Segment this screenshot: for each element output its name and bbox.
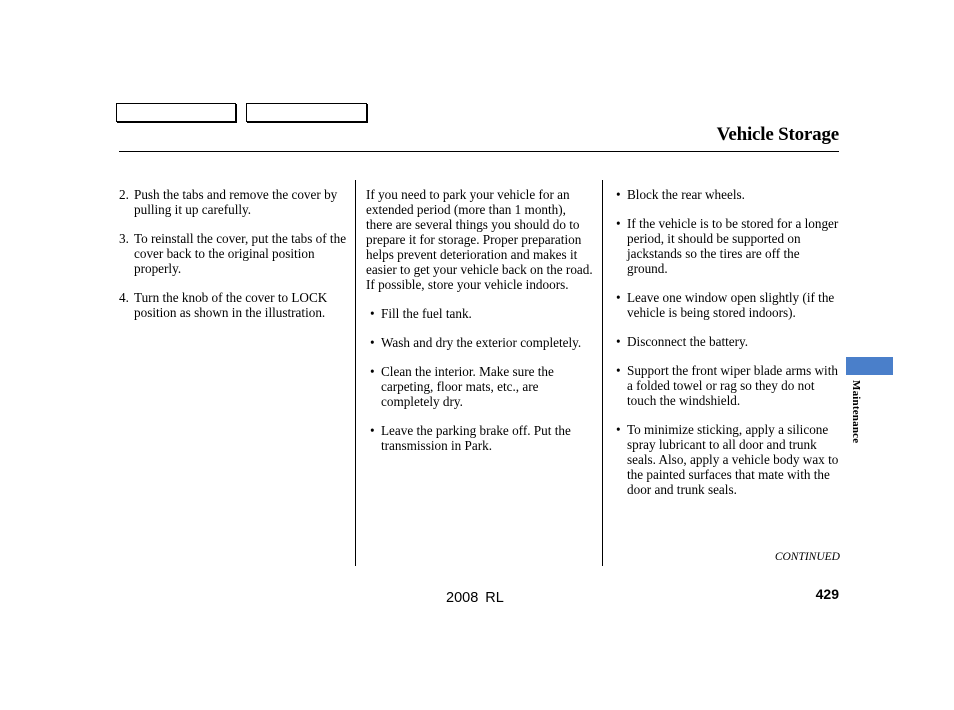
- page-title: Vehicle Storage: [716, 124, 839, 145]
- step-number: 4.: [119, 290, 129, 305]
- list-item: [616, 290, 842, 320]
- list-item-text: Block the rear wheels.: [627, 187, 745, 202]
- bullet-icon: •: [370, 364, 375, 379]
- section-tab-label[interactable]: Maintenance: [850, 380, 862, 444]
- column-3: [616, 180, 842, 511]
- list-item-text: If the vehicle is to be stored for a longer period, it should be supported on jackstands so the tires are off the ground.: [627, 216, 839, 276]
- list-item-text: Support the front wiper blade arms with a folded towel or rag so they do not touch the windshield.: [627, 363, 838, 408]
- list-item-text: Leave one window open slightly (if the vehicle is being stored indoors).: [627, 290, 835, 320]
- column-divider-2: [602, 180, 603, 566]
- column-1: [119, 180, 347, 334]
- list-item-text: Fill the fuel tank.: [381, 306, 472, 321]
- list-item-text: Clean the interior. Make sure the carpeting, floor mats, etc., are completely dry.: [381, 364, 554, 409]
- list-item: [370, 306, 594, 321]
- page-number: 429: [815, 586, 839, 602]
- list-item: [370, 364, 594, 409]
- model-label: 2008 RL: [446, 590, 504, 606]
- step-number: 3.: [119, 231, 129, 246]
- list-item: [616, 216, 842, 276]
- bullet-icon: •: [370, 335, 375, 350]
- continued-label: CONTINUED: [774, 551, 840, 563]
- step-number: 2.: [119, 187, 129, 202]
- bullet-icon: •: [370, 423, 375, 438]
- step-text: Push the tabs and remove the cover by pulling it up carefully.: [134, 187, 338, 217]
- step-item: [119, 187, 347, 217]
- title-rule: [119, 151, 839, 152]
- list-item-text: Disconnect the battery.: [627, 334, 749, 349]
- intro-paragraph: If you need to park your vehicle for an extended period (more than 1 month), there are several things you should do to prepare it for storage. Proper preparation helps prevent deterioration and makes it easier to get your vehicle back on the road. If possible, store your vehicle indoors.: [366, 187, 593, 292]
- bullet-icon: •: [616, 187, 621, 202]
- list-item: [616, 363, 842, 408]
- step-text: Turn the knob of the cover to LOCK position as shown in the illustration.: [134, 290, 328, 320]
- bullet-icon: •: [616, 422, 621, 437]
- bullet-icon: •: [616, 363, 621, 378]
- nav-button-index[interactable]: [246, 103, 367, 122]
- nav-button-main-menu[interactable]: [116, 103, 236, 122]
- list-item-text: Wash and dry the exterior completely.: [381, 335, 582, 350]
- bullet-icon: •: [616, 290, 621, 305]
- bullet-icon: •: [370, 306, 375, 321]
- step-item: [119, 290, 347, 320]
- list-item-text: Leave the parking brake off. Put the transmission in Park.: [381, 423, 571, 453]
- list-item-text: To minimize sticking, apply a silicone spray lubricant to all door and trunk seals. Also, apply a vehicle body wax to the painted surfaces that mate with the door and trunk seals.: [627, 422, 839, 497]
- list-item: [370, 423, 594, 453]
- step-item: [119, 231, 347, 276]
- bullet-icon: •: [616, 334, 621, 349]
- column-2: [366, 180, 594, 467]
- bullet-icon: •: [616, 216, 621, 231]
- section-tab[interactable]: [846, 357, 893, 375]
- list-item: [616, 187, 842, 202]
- step-text: To reinstall the cover, put the tabs of the cover back to the original position properly.: [134, 231, 347, 276]
- list-item: [370, 335, 594, 350]
- list-item: [616, 422, 842, 497]
- list-item: [616, 334, 842, 349]
- column-divider-1: [355, 180, 356, 566]
